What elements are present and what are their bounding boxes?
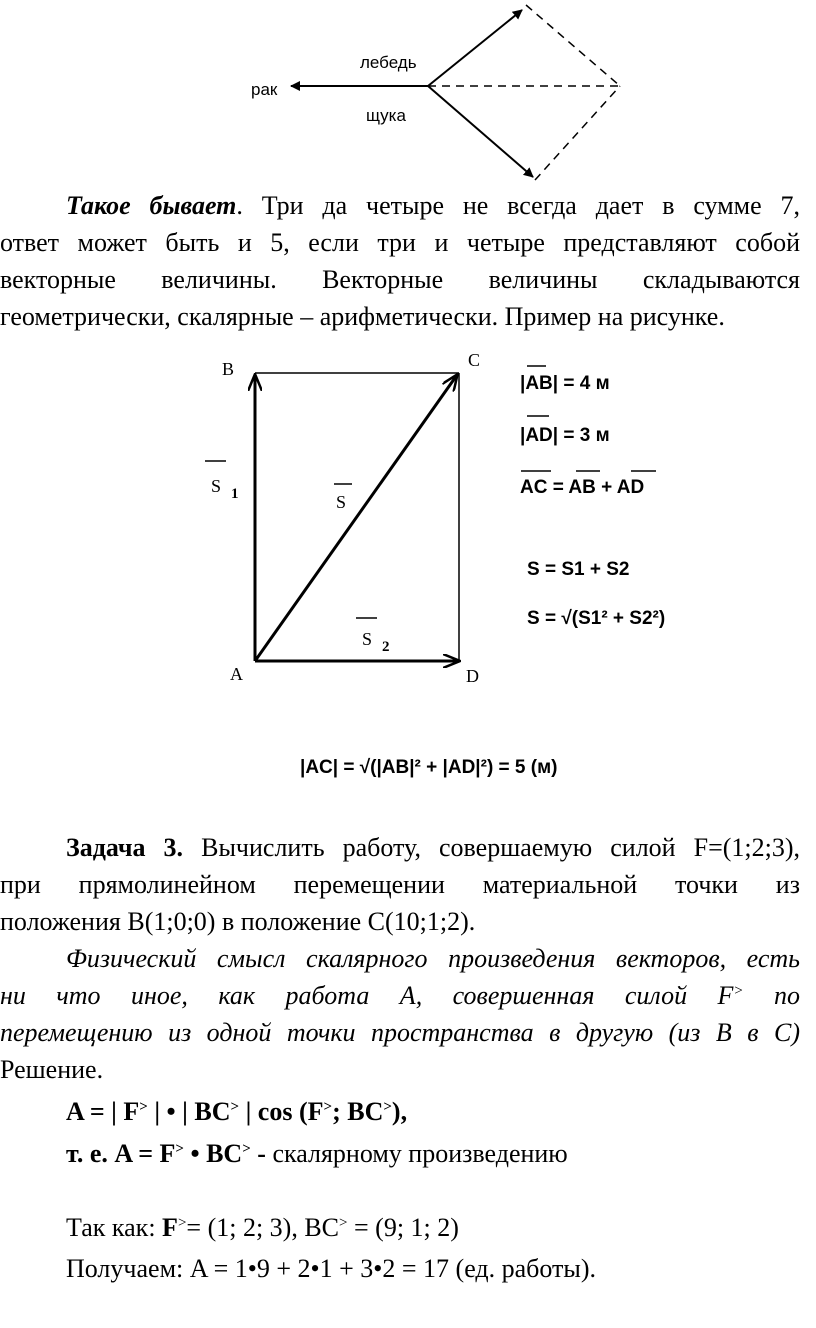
task3-statement xyxy=(0,829,800,940)
intro-title: Такое бывает xyxy=(66,191,237,220)
physics-line-1: Физический смысл скалярного произведения векторов, есть xyxy=(66,944,800,973)
pike-force-arrow xyxy=(428,86,533,177)
cancer-label: рак xyxy=(251,80,278,99)
work-formula-2: т. е. A = F> • BC> - скалярному произведению xyxy=(66,1139,568,1168)
s1-subscript: 1 xyxy=(231,486,239,502)
intro-line-3: векторные величины. Векторные величины складываются xyxy=(0,265,800,294)
formula-overbars xyxy=(0,350,816,500)
intro-line-2: ответ может быть и 5, если три и четыре представляют собой xyxy=(0,228,800,257)
formula-s-modulus: S = √(S1² + S2²) xyxy=(527,608,666,629)
solution-label: Решение. xyxy=(0,1055,104,1084)
point-a-label: A xyxy=(230,664,243,684)
task3-line-3: положения B(1;0;0) в положение C(10;1;2). xyxy=(0,907,476,936)
physics-line-2: ни что иное, как работа А, совершенная силой F> по xyxy=(0,981,801,1010)
parallelogram-dashed-bottom xyxy=(535,86,620,180)
intro-line-4: геометрически, скалярные – арифметически. Пример на рисунке. xyxy=(0,302,725,331)
task3-line-2: при прямолинейном перемещении материальной точки из xyxy=(0,870,800,899)
pike-label: щука xyxy=(366,106,406,125)
formula-ac-modulus: |AC| = √(|AB|² + |AD|²) = 5 (м) xyxy=(300,757,558,778)
s1-label: S xyxy=(211,476,222,496)
formula-vector-sum: AC = AB + AD xyxy=(520,477,645,498)
intro-line-1 xyxy=(0,187,800,224)
intro-paragraph xyxy=(0,187,800,335)
formula-s-sum: S = S1 + S2 xyxy=(527,559,630,580)
task3-line-1: Задача 3. Вычислить работу, совершаемую силой F=(1;2;3), xyxy=(66,833,801,862)
task3-title: Задача 3. xyxy=(66,833,184,862)
s2-subscript: 2 xyxy=(382,639,390,655)
swan-force-arrow xyxy=(428,10,522,86)
s-label: S xyxy=(336,492,347,512)
work-formula-1: A = | F> | • | BC> | cos (F>; BC>), xyxy=(66,1097,408,1126)
swan-label: лебедь xyxy=(360,53,417,72)
physics-line-3: перемещению из одной точки пространства в другую (из В в С) xyxy=(0,1018,800,1047)
result-line: Получаем: A = 1•9 + 2•1 + 3•2 = 17 (ед. работы). xyxy=(66,1254,597,1283)
fable-forces-diagram xyxy=(0,0,816,190)
since-line: Так как: F>= (1; 2; 3), BC> = (9; 1; 2) xyxy=(66,1213,459,1242)
s2-label: S xyxy=(362,629,373,649)
point-c-label: C xyxy=(468,350,481,370)
parallelogram-dashed-top xyxy=(526,5,620,86)
physics-meaning-paragraph xyxy=(0,940,800,1088)
formula-ab-modulus: |AB| = 4 м xyxy=(520,373,610,394)
intro-text-1: . Три да четыре не всегда дает в сумме 7, xyxy=(236,191,800,220)
point-b-label: B xyxy=(222,359,235,379)
point-d-label: D xyxy=(466,666,479,686)
formula-ad-modulus: |AD| = 3 м xyxy=(520,425,610,446)
